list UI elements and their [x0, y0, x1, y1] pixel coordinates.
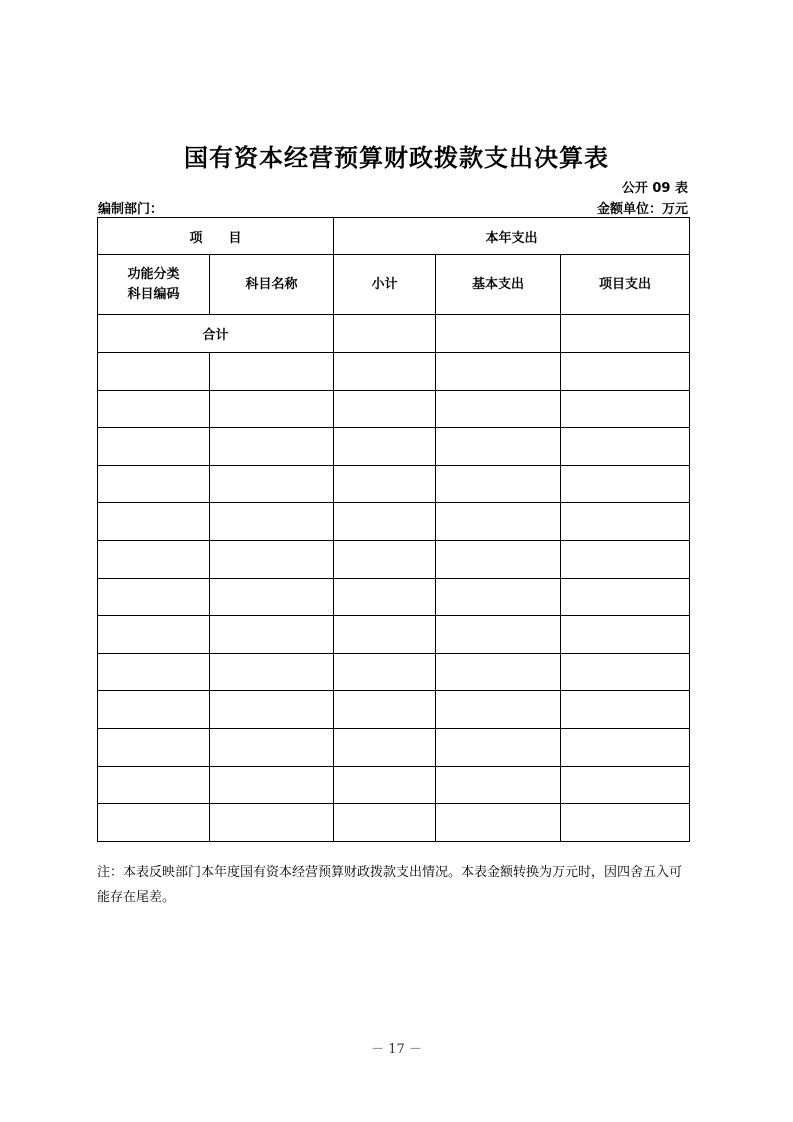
total-label: 合计 — [98, 315, 334, 353]
total-row — [98, 315, 690, 353]
table-cell — [436, 804, 561, 842]
table-cell — [436, 766, 561, 804]
table-cell — [436, 616, 561, 654]
table-cell — [334, 728, 436, 766]
table-cell — [334, 428, 436, 466]
table-row — [98, 728, 690, 766]
total-project-expense — [561, 315, 690, 353]
header-project-expense: 项目支出 — [561, 255, 690, 315]
table-row — [98, 390, 690, 428]
table-row — [98, 353, 690, 391]
table-cell — [436, 540, 561, 578]
table-cell — [561, 503, 690, 541]
table-cell — [210, 390, 334, 428]
table-cell — [561, 428, 690, 466]
table-cell — [210, 540, 334, 578]
header-function-code-line2: 科目编码 — [127, 286, 180, 302]
table-cell — [561, 653, 690, 691]
department-label: 编制部门： — [98, 202, 164, 217]
header-subtotal: 小计 — [334, 255, 436, 315]
table-cell — [210, 653, 334, 691]
table-cell — [210, 766, 334, 804]
table-cell — [210, 353, 334, 391]
table-cell — [561, 353, 690, 391]
table-row — [98, 616, 690, 654]
header-current-year-expense: 本年支出 — [334, 218, 690, 255]
expense-table — [97, 217, 690, 842]
table-cell — [436, 465, 561, 503]
table-cell — [210, 465, 334, 503]
table-cell — [334, 540, 436, 578]
table-cell — [561, 578, 690, 616]
table-cell — [210, 728, 334, 766]
table-row — [98, 804, 690, 842]
table-cell — [98, 353, 210, 391]
table-cell — [436, 578, 561, 616]
table-cell — [561, 691, 690, 729]
header-row-1 — [98, 218, 690, 255]
table-row — [98, 691, 690, 729]
header-basic-expense: 基本支出 — [436, 255, 561, 315]
table-cell — [210, 503, 334, 541]
table-cell — [436, 728, 561, 766]
table-cell — [98, 653, 210, 691]
table-cell — [436, 428, 561, 466]
table-cell — [98, 540, 210, 578]
form-number: 公开 09 表 — [621, 181, 688, 196]
table-cell — [98, 465, 210, 503]
table-cell — [210, 578, 334, 616]
table-cell — [98, 390, 210, 428]
table-cell — [561, 540, 690, 578]
page-number: － 17 － — [371, 1042, 422, 1057]
table-cell — [334, 766, 436, 804]
table-cell — [210, 691, 334, 729]
table-row — [98, 503, 690, 541]
table-row — [98, 540, 690, 578]
header-subject-name: 科目名称 — [210, 255, 334, 315]
table-cell — [334, 616, 436, 654]
table-cell — [98, 804, 210, 842]
table-cell — [436, 353, 561, 391]
table-cell — [561, 766, 690, 804]
table-row — [98, 578, 690, 616]
table-cell — [98, 503, 210, 541]
table-cell — [334, 691, 436, 729]
table-row — [98, 465, 690, 503]
page-title: 国有资本经营预算财政拨款支出决算表 — [184, 144, 609, 172]
total-subtotal — [334, 315, 436, 353]
table-cell — [561, 616, 690, 654]
table-cell — [210, 804, 334, 842]
table-cell — [436, 390, 561, 428]
header-function-code-line1: 功能分类 — [127, 266, 180, 282]
table-cell — [210, 428, 334, 466]
total-basic-expense — [436, 315, 561, 353]
table-cell — [436, 503, 561, 541]
footnote: 注：本表反映部门本年度国有资本经营预算财政拨款支出情况。本表金额转换为万元时，因四舍五入可能存在尾差。 — [97, 865, 683, 905]
table-row — [98, 766, 690, 804]
table-cell — [334, 804, 436, 842]
amount-unit-label: 金额单位：万元 — [596, 202, 688, 217]
table-cell — [561, 465, 690, 503]
table-cell — [334, 653, 436, 691]
table-cell — [561, 728, 690, 766]
table-row — [98, 653, 690, 691]
table-cell — [98, 616, 210, 654]
table-cell — [98, 691, 210, 729]
table-cell — [334, 353, 436, 391]
table-cell — [98, 766, 210, 804]
table-cell — [436, 653, 561, 691]
table-cell — [334, 390, 436, 428]
table-cell — [334, 503, 436, 541]
table-cell — [436, 691, 561, 729]
header-row-2 — [98, 255, 690, 315]
table-cell — [98, 428, 210, 466]
header-function-code — [98, 255, 210, 315]
table-cell — [210, 616, 334, 654]
table-row — [98, 428, 690, 466]
table-cell — [561, 390, 690, 428]
header-item: 项 目 — [98, 218, 334, 255]
table-cell — [561, 804, 690, 842]
table-cell — [98, 578, 210, 616]
table-cell — [334, 465, 436, 503]
table-cell — [334, 578, 436, 616]
table-cell — [98, 728, 210, 766]
